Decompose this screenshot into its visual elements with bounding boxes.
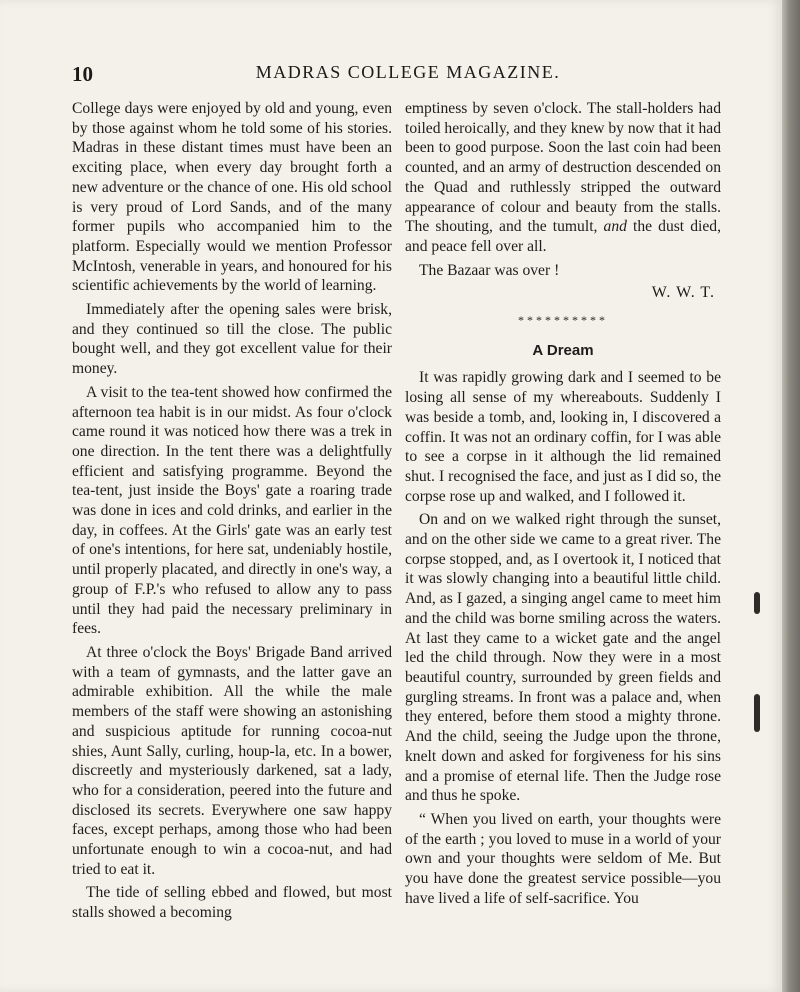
italic-word: and	[603, 218, 627, 236]
bazaar-text-a: emptiness by seven o'clock. The stall-holders had toiled heroically, and they knew by now that it had been to good purpose. Soon the last coin had been counted, and an army of destruction descended on the Quad and ruthlessly stripped the outward appearance of colour and beauty from the stalls. The shouting, and the tumult,	[405, 100, 721, 236]
page-header	[72, 62, 720, 90]
dream-paragraph-2: On and on we walked right through the sunset, and on the other side we came to a great river. The corpse stopped, and, as I overtook it, I noticed that it was slowly changing into a beautiful little child. And, as I gazed, a singing angel came to meet him and the child was borne smiling across the waters. At last they came to a wicket gate and the angel led the child through. Now they were in a most beautiful country, surrounded by green fields and gurgling streams. In front was a palace and, when they entered, before them stood a mighty throne. And the child, seeing the Judge upon the throne, knelt down and asked for forgiveness for his sins and a promise of eternal life. Then the Judge rose and thus he spoke.	[405, 511, 721, 805]
section-separator: **********	[518, 313, 608, 328]
left-paragraph-2: Immediately after the opening sales were brisk, and they continued so till the close. The public bought well, and they got excellent value for their money.	[72, 301, 392, 378]
right-column	[405, 99, 721, 908]
left-paragraph-1: College days were enjoyed by old and young, even by those against whom he told some of his stories. Madras in these distant times must have been an exciting place, when every day brought forth a new adventure or the chance of one. His old school is very proud of Lord Sands, and of the many former pupils who accompanied him to the platform. Especially would we mention Professor McIntosh, venerable in years, and honoured for his scientific achievements by the world of learning.	[72, 100, 392, 295]
right-paragraph-2: The Bazaar was over !	[419, 261, 560, 279]
running-title: MADRAS COLLEGE MAGAZINE.	[255, 62, 561, 82]
right-paragraph-1	[405, 99, 721, 257]
author-signature: W. W. T.	[651, 284, 715, 302]
section-title: A Dream	[532, 341, 594, 359]
binding-mark	[754, 592, 760, 614]
left-paragraph-4: At three o'clock the Boys' Brigade Band arrived with a team of gymnasts, and the latter gave an admirable exhibition. All the while the male members of the staff were showing an astonishing and suspicious aptitude for running cocoa-nut shies, Aunt Sally, curling, houp-la, etc. In a bower, discreetly and mysteriously darkened, sat a lady, who for a consideration, peered into the future and disclosed its secrets. Everywhere one saw happy faces, except perhaps, among those who had been unfortunate enough to win a cocoa-nut, and had tried to eat it.	[72, 643, 392, 878]
binding-mark	[754, 694, 760, 732]
dream-paragraph-3: “ When you lived on earth, your thoughts were of the earth ; you loved to muse in a world of your own and your thoughts were seldom of Me. But you have done the greatest service possible—you have lived a life of self-sacrifice. You	[405, 810, 721, 907]
left-column	[72, 99, 392, 923]
dream-paragraph-1: It was rapidly growing dark and I seemed to be losing all sense of my whereabouts. Suddenly I was beside a tomb, and, looking in, I discovered a coffin. It was not an ordinary coffin, for I was able to see a corpse in it although the lid remained shut. I recognised the face, and just as I did so, the corpse rose up and walked, and I followed it.	[405, 369, 721, 505]
left-paragraph-5: The tide of selling ebbed and flowed, but most stalls showed a becoming	[72, 884, 392, 922]
left-paragraph-3: A visit to the tea-tent showed how confirmed the afternoon tea habit is in our midst. As four o'clock came round it was noticed how there was a trek in one direction. In the tent there was a delightfully efficient and satisfying programme. Beyond the tea-tent, just inside the Boys' gate a roaring trade was done in ices and cold drinks, and earlier in the day, in coffees. At the Girls' gate was an early test of one's intentions, for here sat, undeniably hostile, until properly placated, and directly in one's way, a group of F.P.'s who refused to allow any to pass until they had paid the necessary preliminary in fees.	[72, 383, 392, 638]
bazaar-text-b: the dust died, and peace fell over all.	[405, 218, 721, 255]
page-number: 10	[72, 62, 93, 86]
page-edge-shadow	[782, 0, 800, 992]
